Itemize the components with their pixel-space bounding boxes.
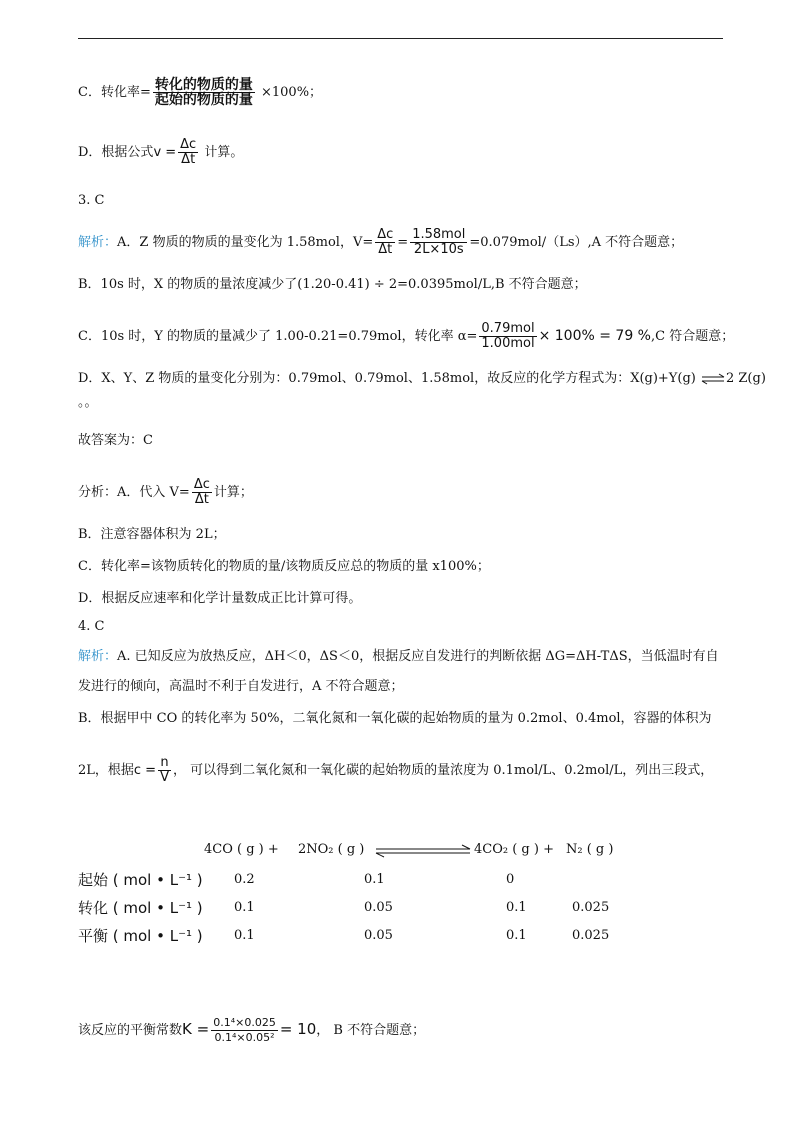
row-label-change: 转化 ( mol • L⁻¹ ) [78, 899, 203, 917]
q3-d-tail: 。。 [78, 395, 98, 410]
jiexi-label: 解析： [78, 235, 118, 250]
c-prev-line: C．转化率= $\frac{\text{转化的物质的量}}{\text{起始的物质的量}}$ ×100%； [78, 77, 323, 108]
q4-b-line2: 2L，根据c = $\frac{n}{V}$ ， 可以得到二氧化氮和一氧化碳的起始物质的量浓度为 0.1mol/L、0.2mol/L，列出三段式， [78, 755, 714, 785]
q4-b-line1: B．根据甲中 CO 的转化率为 50%，二氧化氮和一氧化碳的起始物质的量为 0.2mol、0.4mol，容器的体积为 [78, 711, 712, 726]
q4-answer: 4. C [78, 619, 105, 634]
q3-b-line: B．10s 时，X 的物质的量浓度减少了(1.20-0.41) ÷ 2=0.0395mol/L,B 不符合题意； [78, 277, 587, 292]
row-label-initial: 起始 ( mol • L⁻¹ ) [78, 871, 203, 889]
fenxi-c-line: C．转化率=该物质转化的物质的量/该物质反应总的物质的量 x100%； [78, 559, 490, 574]
q3-summary: 故答案为：C [78, 433, 153, 448]
jiexi-label: 解析： [78, 649, 118, 664]
reversible-arrow-icon [374, 844, 472, 858]
q3-d-line: D．X、Y、Z 物质的量变化分别为：0.79mol、0.79mol、1.58mol，故反应的化学方程式为：X(g)+Y(g) 2 Z(g) [78, 371, 766, 386]
q4-a-line1: 解析：A. 已知反应为放热反应，ΔH＜0，ΔS＜0，根据反应自发进行的判断依据 ΔG=ΔH-TΔS，当低温时有自 [78, 649, 719, 664]
rate-fraction: $\frac{\Delta c}{\Delta t}$ [180, 137, 197, 167]
equilibrium-arrow-icon [700, 373, 726, 385]
q3-c-line: C．10s 时，Y 的物质的量减少了 1.00-0.21=0.79mol，转化率 α= $\frac{\text{0.79mol}}{\text{1.00mol}}$ × 100% = 79 %,C 符合题意； [78, 321, 735, 351]
q3-answer: 3. C [78, 193, 105, 208]
d-prev-line: D．根据公式v = $\frac{\Delta c}{\Delta t}$ 计算。 [78, 137, 244, 167]
header-rule [78, 38, 723, 39]
three-stage-table: 4CO ( g ) + 2NO₂ ( g ) 4CO₂ ( g ) + N₂ ( g ) 起始 ( mol • L⁻¹ ) 0.2 0.1 0 转化 ( mol • L⁻¹ ) 0.1 0.05 0.1 0.025 平衡 ( mol • L⁻¹ ) 0.1 0.05 0.1 0.025 [78, 842, 614, 945]
q3-a-line: 解析：A．Z 物质的物质的量变化为 1.58mol，V= $\frac{\Delta c}{\Delta t}$ = $\frac{\text{1.58mol}}{2L\times 10s}$ =0.079mol/（Ls）,A 不符合题意； [78, 227, 684, 257]
q4-k-line: 该反应的平衡常数K = $\frac{\text{0.1⁴×0.025}}{\text{0.1⁴×0.05²}}$ = 10， B 不符合题意； [78, 1016, 426, 1044]
fenxi-a-line: 分析：A．代入 V= $\frac{\Delta c}{\Delta t}$ 计算； [78, 477, 253, 507]
fenxi-b-line: B．注意容器体积为 2L； [78, 527, 226, 542]
conversion-fraction: $\frac{\text{转化的物质的量}}{\text{起始的物质的量}}$ [154, 77, 253, 108]
q4-a-line2: 发进行的倾向，高温时不利于自发进行，A 不符合题意； [78, 679, 404, 694]
row-label-equilibrium: 平衡 ( mol • L⁻¹ ) [78, 927, 203, 945]
fenxi-d-line: D．根据反应速率和化学计量数成正比计算可得。 [78, 591, 362, 606]
equilibrium-constant-fraction: $\frac{\text{0.1⁴×0.025}}{\text{0.1⁴×0.05²}}$ [213, 1016, 276, 1044]
